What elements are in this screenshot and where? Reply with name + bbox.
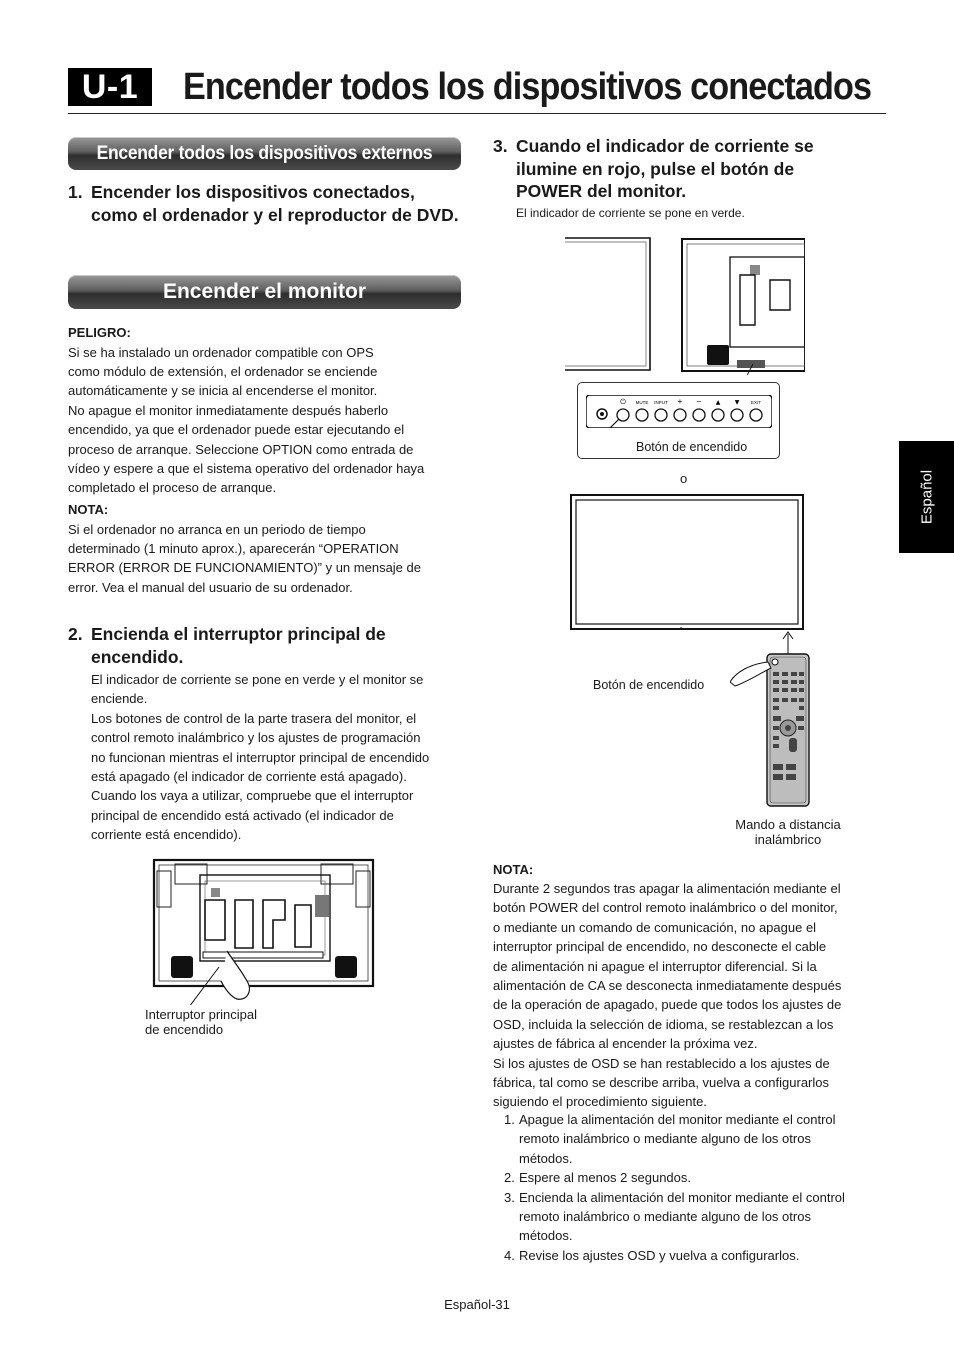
panel-power-button-caption: Botón de encendido: [636, 440, 748, 454]
note-label: NOTA:: [68, 502, 109, 517]
step-2-text: El indicador de corriente se pone en verde y el monitor se enciende. Los botones de control de la parte trasera del monitor, el control remoto inalámbrico y los ajustes de programación no funcionan mientras el interruptor principal de encendido está apagado (el indicador de corriente está apagado). Cuando los vaya a utilizar, compruebe que el interruptor principal de encendido está activado (el indicador de corriente está encendido).: [91, 672, 430, 843]
svg-text:MUTE: MUTE: [635, 400, 649, 405]
section-banner-external: Encender todos los dispositivos externos: [68, 137, 461, 170]
step-2-heading: 2. Encienda el interruptor principal de encendido.: [68, 624, 386, 667]
monitor-rear-switch-illustration: [145, 855, 385, 1005]
list-item: 1. Apague la alimentación del monitor mediante el control remoto inalámbrico o mediante alguno de los otros métodos.: [504, 1112, 836, 1166]
title-rule: [68, 113, 886, 114]
remote-caption: Mando a distancia inalámbrico: [735, 817, 841, 847]
warning-label: PELIGRO:: [68, 325, 131, 340]
svg-text:INPUT: INPUT: [654, 400, 668, 405]
remote-power-button-caption: Botón de encendido: [593, 678, 705, 692]
page-title: Encender todos los dispositivos conectados: [183, 66, 872, 108]
language-side-tab: Español: [899, 441, 954, 553]
svg-text:⏻: ⏻: [620, 399, 626, 406]
step-1-heading: 1. Encender los dispositivos conectados, como el ordenador y el reproductor de DVD.: [68, 182, 459, 225]
svg-text:EXIT: EXIT: [750, 400, 762, 405]
monitor-front-rear-illustration: [565, 235, 805, 375]
note-text: Si el ordenador no arranca en un periodo de tiempo determinado (1 minuto aprox.), aparecerán “OPERATION ERROR (ERROR DE FUNCIONAMIENTO)” y un mensaje de error. Vea el manual del usuario de su ordenador.: [68, 521, 421, 595]
or-text: o: [680, 471, 688, 486]
step-3-subtext: El indicador de corriente se pone en verde.: [516, 206, 745, 220]
note-label-right: NOTA:: [493, 862, 534, 877]
step-3-heading: 3. Cuando el indicador de corriente se ilumine en rojo, pulse el botón de POWER del monitor.: [493, 136, 814, 201]
monitor-front-illustration: [569, 493, 805, 633]
reset-procedure-list: [493, 1110, 893, 1265]
note-text-right: Durante 2 segundos tras apagar la alimentación mediante el botón POWER del control remoto inalámbrico o del monitor, o mediante un comando de comunicación, no apague el interruptor principal de encendido, no desconecte el cable de alimentación ni apague el interruptor diferencial. Si la alimentación de CA se desconecta inmediatamente después de la operación de apagado, puede que todos los ajustes de OSD, incluida la selección de idioma, se restablezcan a los ajustes de fábrica al encender la próxima vez. Si los ajustes de OSD se han restablecido a los ajustes de fábrica, tal como se describe arriba, vuelva a configurarlos siguiendo el procedimiento siguiente.: [493, 881, 842, 1110]
main-switch-caption: Interruptor principal de encendido: [145, 1007, 257, 1037]
control-panel-buttons: [586, 395, 772, 428]
section-banner-monitor: Encender el monitor: [68, 275, 461, 309]
page-number: Español-31: [444, 1297, 510, 1312]
svg-text:+: +: [677, 397, 683, 406]
svg-text:▼: ▼: [734, 399, 740, 406]
svg-text:−: −: [696, 397, 702, 406]
list-item: 3. Encienda la alimentación del monitor mediante el control remoto inalámbrico o mediante alguno de los otros métodos.: [504, 1189, 845, 1244]
list-item: 4. Revise los ajustes OSD y vuelva a configurarlos.: [504, 1247, 800, 1263]
section-badge: U-1: [68, 68, 152, 106]
svg-text:▲: ▲: [715, 399, 721, 406]
control-panel-callout: [577, 382, 780, 459]
list-item: 2. Espere al menos 2 segundos.: [504, 1170, 691, 1186]
warning-text: Si se ha instalado un ordenador compatible con OPS como módulo de extensión, el ordenador se enciende automáticamente y se inicia al encenderse el monitor. No apague el monitor inmediatamente después haberlo encendido, ya que el ordenador puede estar ejecutando el proceso de arranque. Seleccione OPTION como entrada de vídeo y espere a que el sistema operativo del ordenador haya completado el proceso de arranque.: [68, 344, 425, 496]
remote-control-illustration: [730, 652, 815, 808]
